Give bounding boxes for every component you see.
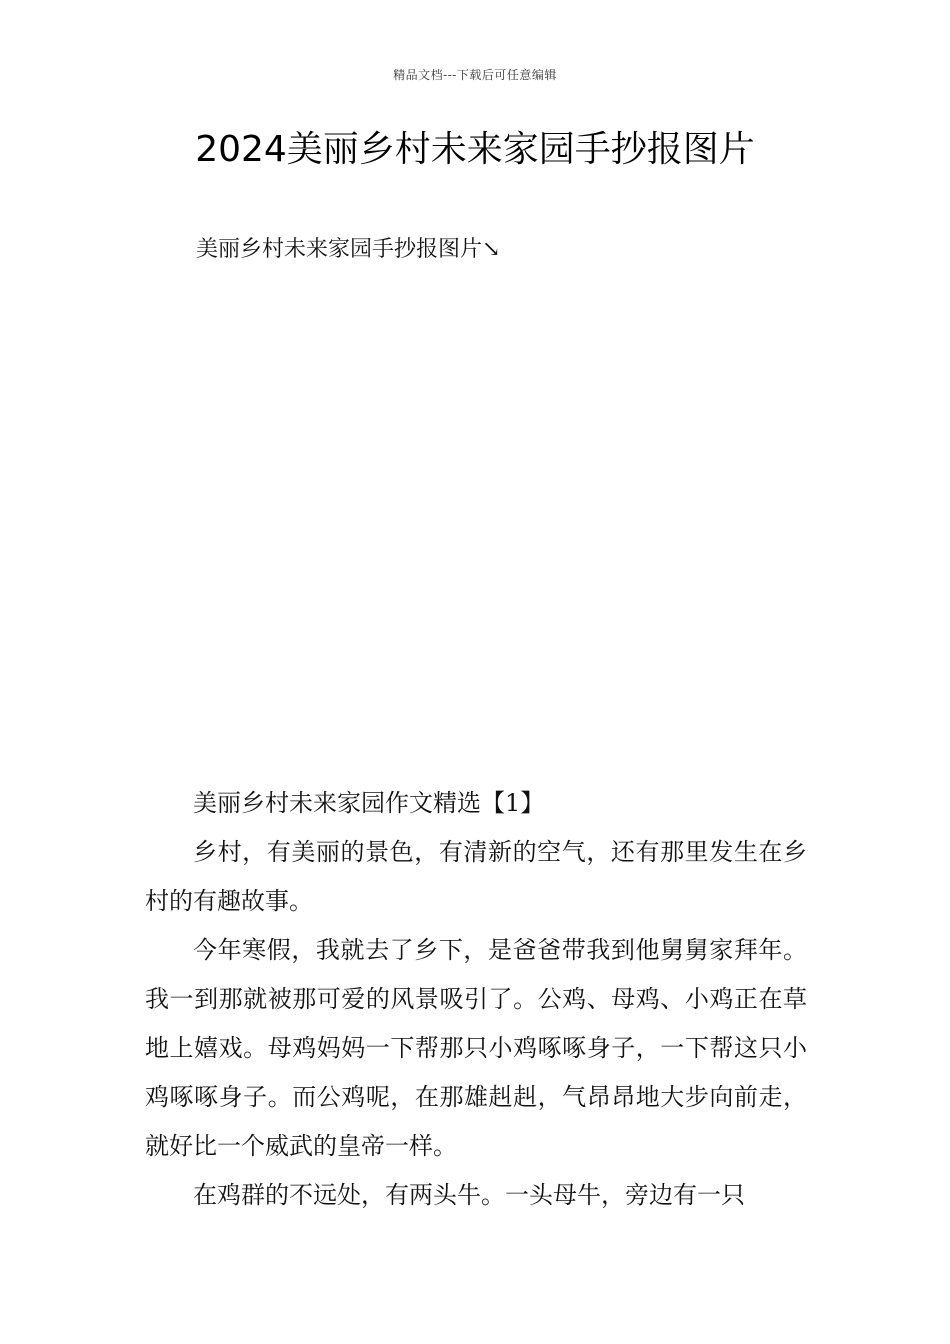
paragraph: 在鸡群的不远处，有两头牛。一头母牛，旁边有一只 — [193, 1181, 745, 1209]
section-heading: 美丽乡村未来家园作文精选【1】 — [193, 789, 545, 817]
article-body — [145, 779, 807, 1220]
page-header: 精品文档---下载后可任意编辑 — [393, 68, 557, 82]
paragraph: 今年寒假，我就去了乡下，是爸爸带我到他舅舅家拜年。我一到那就被那可爱的风景吸引了。公鸡、母鸡、小鸡正在草地上嬉戏。母鸡妈妈一下帮那只小鸡啄啄身子，一下帮这只小鸡啄啄身子。而公鸡呢，在那雄赳赳，气昂昂地大步向前走，就好比一个威武的皇帝一样。 — [145, 936, 807, 1160]
paragraph: 乡村，有美丽的景色，有清新的空气，还有那里发生在乡村的有趣故事。 — [145, 838, 807, 915]
image-placeholder — [145, 280, 805, 770]
document-title: 2024美丽乡村未来家园手抄报图片 — [195, 129, 755, 170]
image-caption: 美丽乡村未来家园手抄报图片↘ — [196, 237, 501, 262]
